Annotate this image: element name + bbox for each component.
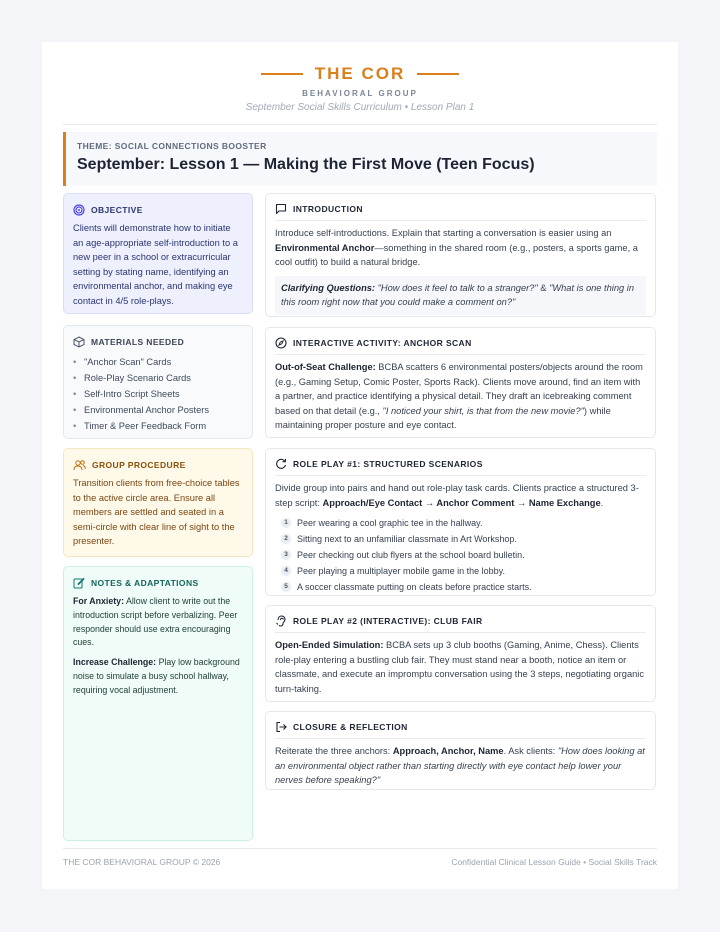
edit-icon — [73, 577, 85, 589]
list-item — [275, 563, 646, 579]
footer-left: THE COR BEHAVIORAL GROUP © 2026 — [63, 857, 221, 867]
scenario-text: Sitting next to an unfamiliar classmate in Art Workshop. — [297, 534, 517, 544]
brand-subtitle: BEHAVIORAL GROUP — [302, 89, 418, 98]
clarifying-q2: "What is one thing in this room right now that you could make a comment on?" — [281, 282, 635, 307]
roleplay1-text — [275, 481, 646, 510]
lesson-title: September: Lesson 1 — Making the First Move (Teen Focus) — [77, 156, 535, 173]
list-item: • Self-Intro Script Sheets — [73, 386, 243, 402]
scenario-text: A soccer classmate putting on cleats before practice starts. — [297, 582, 532, 592]
activity-text — [275, 360, 646, 433]
materials-list — [73, 354, 243, 434]
curriculum-label: September Social Skills Curriculum • Lesson Plan 1 — [245, 102, 475, 113]
exit-icon — [275, 721, 287, 733]
scenario-number: 3 — [281, 550, 291, 560]
clarifying-label: Clarifying Questions: — [281, 282, 376, 293]
roleplay1-title: ROLE PLAY #1: STRUCTURED SCENARIOS — [293, 459, 483, 469]
brand-row — [42, 64, 678, 84]
activity-card — [265, 327, 656, 438]
anxiety-text: Allow client to write out the introduction script before verbalizing. Peer responder should use extra encouraging cues. — [73, 596, 238, 648]
users-icon — [73, 459, 86, 471]
list-item — [275, 547, 646, 563]
roleplay2-card — [265, 605, 656, 702]
intro-text-a: Introduce self-introductions. Explain that starting a conversation is easier using an — [275, 228, 612, 238]
closure-card — [265, 711, 656, 790]
closure-anchors: Approach, Anchor, Name — [392, 746, 504, 756]
activity-text-b: ) while maintaining proper posture and eye contact. — [275, 405, 611, 430]
footer-right: Confidential Clinical Lesson Guide • Social Skills Track — [451, 857, 657, 867]
activity-title: INTERACTIVE ACTIVITY: ANCHOR SCAN — [293, 338, 472, 348]
challenge-note — [73, 656, 243, 697]
scenario-text: Peer checking out club flyers at the school board bulletin. — [297, 550, 525, 560]
introduction-text — [275, 226, 646, 270]
lesson-page — [42, 42, 678, 889]
list-item — [275, 531, 646, 547]
theme-banner — [63, 132, 657, 186]
brand-name: THE COR — [314, 64, 406, 83]
closure-text-a: Reiterate the three anchors: — [275, 746, 393, 756]
refresh-icon — [275, 458, 287, 470]
activity-label: Out-of-Seat Challenge: — [275, 362, 376, 372]
list-item: • Timer & Peer Feedback Form — [73, 418, 243, 434]
introduction-card — [265, 193, 656, 317]
list-item: • "Anchor Scan" Cards — [73, 354, 243, 370]
box-icon — [73, 336, 85, 348]
activity-text-a: BCBA scatters 6 environmental posters/objects around the room (e.g., Gaming Setup, Comic Poster, Sports Rack). Clients move around, find an item with a partner, and practice identifying a physical detail. They draft an icebreaking comment based on that detail (e.g., — [275, 362, 643, 416]
closure-title: CLOSURE & REFLECTION — [293, 722, 408, 732]
page-footer — [63, 848, 657, 867]
challenge-label: Increase Challenge: — [73, 657, 157, 668]
roleplay1-steps: Approach/Eye Contact → Anchor Comment → Name Exchange — [322, 497, 601, 508]
procedure-text: Transition clients from free-choice tables to the active circle area. Ensure all members are settled and seated in a semi-circle with clear line of sight to the presenter. — [73, 478, 240, 546]
roleplay2-label: Open-Ended Simulation: — [275, 640, 384, 650]
roleplay1-period: . — [600, 497, 604, 508]
target-icon — [73, 204, 85, 216]
introduction-title: INTRODUCTION — [293, 204, 363, 214]
roleplay2-text — [275, 638, 646, 696]
list-item — [275, 579, 646, 595]
objective-text: Clients will demonstrate how to initiate an age-appropriate self-introduction to a new peer in a school or extracurricular setting by stating name, identifying an environmental anchor, and making eye contact in 4/5 role-plays. — [73, 223, 238, 306]
objective-card — [63, 193, 253, 314]
list-item: • Role-Play Scenario Cards — [73, 370, 243, 386]
roleplay1-text-a: Divide group into pairs and hand out role-play task cards. Clients practice a structured 3-step script: — [275, 483, 639, 508]
ear-icon — [275, 615, 287, 627]
compass-icon — [275, 337, 287, 349]
intro-anchor-term: Environmental Anchor — [275, 242, 375, 253]
closure-text-b: . Ask clients: — [503, 746, 558, 756]
intro-text-b: —something in the shared room (e.g., posters, a sports game, a cool outfit) to build a natural bridge. — [275, 242, 638, 267]
procedure-title: GROUP PROCEDURE — [92, 460, 186, 470]
header-divider — [63, 124, 657, 125]
challenge-text: Play low background noise to simulate a busy school hallway, requiring vocal adjustment. — [73, 657, 240, 695]
clarifying-q1: "How does it feel to talk to a stranger?" — [375, 282, 538, 293]
scenario-number: 5 — [281, 582, 291, 592]
scenario-text: Peer playing a multiplayer mobile game in the lobby. — [297, 566, 505, 576]
roleplay2-body: BCBA sets up 3 club booths (Gaming, Anime, Chess). Clients role-play entering a bustling club fair. They must stand near a booth, notice an item or classmate, and execute an impromptu conversation using the 3 steps, negotiating organic turn-taking. — [275, 640, 644, 694]
anxiety-label: For Anxiety: — [73, 596, 124, 606]
scenario-number: 4 — [281, 566, 291, 576]
anxiety-note — [73, 595, 243, 650]
chat-icon — [275, 203, 287, 215]
brand-rule-right — [417, 73, 459, 75]
theme-label: THEME: SOCIAL CONNECTIONS BOOSTER — [77, 141, 267, 151]
roleplay2-title: ROLE PLAY #2 (INTERACTIVE): CLUB FAIR — [293, 616, 483, 626]
closure-question: "How does looking at an environmental object rather than starting directly with eye contact help lower your nerves before speaking?" — [275, 746, 645, 785]
materials-card — [63, 325, 253, 439]
notes-title: NOTES & ADAPTATIONS — [91, 578, 199, 588]
page-header — [42, 64, 678, 113]
clarifying-questions — [275, 276, 646, 315]
activity-example: "I noticed your shirt, is that from the new movie?" — [382, 405, 584, 416]
procedure-card — [63, 448, 253, 557]
scenario-text: Peer wearing a cool graphic tee in the hallway. — [297, 518, 483, 528]
brand-rule-left — [261, 73, 303, 75]
objective-title: OBJECTIVE — [91, 205, 143, 215]
scenario-list — [275, 515, 646, 595]
scenario-number: 2 — [281, 534, 291, 544]
closure-text — [275, 744, 646, 788]
clarifying-amp: & — [537, 282, 550, 293]
scenario-number: 1 — [281, 518, 291, 528]
list-item — [275, 515, 646, 531]
materials-title: MATERIALS NEEDED — [91, 337, 185, 347]
notes-card — [63, 566, 253, 841]
roleplay1-card — [265, 448, 656, 596]
list-item: • Environmental Anchor Posters — [73, 402, 243, 418]
